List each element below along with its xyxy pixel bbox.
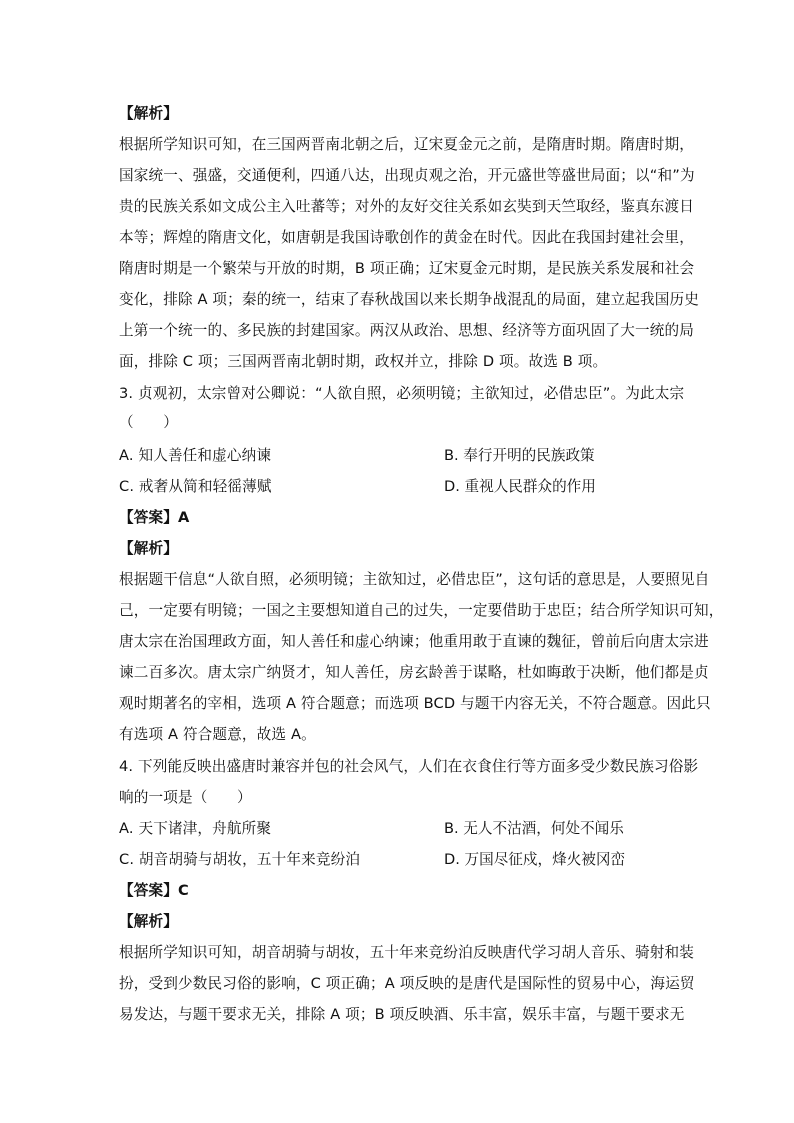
question-3-stem: 3. 贞观初，太宗曾对公卿说：“人欲自照，必须明镜；主欲知过，必借忠臣”。为此太宗 [119,385,685,402]
question-3-analysis-line: 根据题干信息“人欲自照，必须明镜；主欲知过，必借忠臣”，这句话的意思是，人要照见自 [119,571,710,588]
question-4-analysis-heading: 【解析】 [119,913,178,930]
analysis-heading: 【解析】 [119,105,178,122]
question-4-analysis-line: 根据所学知识可知，胡音胡骑与胡妆，五十年来竞纷泊反映唐代学习胡人音乐、骑射和装 [119,944,695,961]
question-3-option-c: C. 戒奢从简和轻徭薄赋 [119,478,272,495]
question-4-option-a: A. 天下诸津，舟航所聚 [119,820,272,837]
question-3-option-a: A. 知人善任和虚心纳谏 [119,447,272,464]
question-3-analysis-heading: 【解析】 [119,540,178,557]
question-4-stem-cont: 响的一项是（ ） [119,789,252,806]
question-4-option-c: C. 胡音胡骑与胡妆，五十年来竞纷泊 [119,851,361,868]
question-4-option-d: D. 万国尽征戍，烽火被冈峦 [444,851,626,868]
question-3-option-d: D. 重视人民群众的作用 [444,478,596,495]
analysis-line: 国家统一、强盛，交通便利，四通八达，出现贞观之治，开元盛世等盛世局面；以“和”为 [119,167,695,184]
question-3-blank: （ ） [119,414,178,431]
question-3-answer: 【答案】A [119,509,190,526]
question-3-analysis-line: 观时期著名的宰相，选项 A 符合题意；而选项 BCD 与题干内容无关，不符合题意。因此只 [119,695,711,712]
question-3-analysis-line: 谏二百多次。唐太宗广纳贤才，知人善任，房玄龄善于谋略，杜如晦敢于决断，他们都是贞 [119,664,709,681]
analysis-line: 根据所学知识可知，在三国两晋南北朝之后，辽宋夏金元之前，是隋唐时期。隋唐时期， [119,136,695,153]
analysis-line: 变化，排除 A 项；秦的统一，结束了春秋战国以来长期争战混乱的局面，建立起我国历史 [119,291,699,308]
question-4-analysis-line: 易发达，与题干要求无关，排除 A 项；B 项反映酒、乐丰富，娱乐丰富，与题干要求无 [119,1006,685,1023]
analysis-line: 隋唐时期是一个繁荣与开放的时期，B 项正确；辽宋夏金元时期，是民族关系发展和社会 [119,260,695,277]
question-4-option-b: B. 无人不沽酒，何处不闻乐 [444,820,624,837]
analysis-line: 面，排除 C 项；三国两晋南北朝时期，政权并立，排除 D 项。故选 B 项。 [119,353,608,370]
question-4-stem: 4. 下列能反映出盛唐时兼容并包的社会风气，人们在衣食住行等方面多受少数民族习俗影 [119,758,699,775]
question-3-option-b: B. 奉行开明的民族政策 [444,447,595,464]
analysis-line: 上第一个统一的、多民族的封建国家。两汉从政治、思想、经济等方面巩固了大一统的局 [119,322,695,339]
question-4-answer: 【答案】C [119,882,189,899]
question-3-analysis-line: 有选项 A 符合题意，故选 A。 [119,726,316,743]
question-3-analysis-line: 唐太宗在治国理政方面，知人善任和虚心纳谏；他重用敢于直谏的魏征，曾前后向唐太宗进 [119,633,709,650]
analysis-line: 本等；辉煌的隋唐文化，如唐朝是我国诗歌创作的黄金在时代。因此在我国封建社会里， [119,229,695,246]
analysis-line: 贵的民族关系如文成公主入吐蕃等；对外的友好交往关系如玄奘到天竺取经，鉴真东渡日 [119,198,695,215]
question-3-analysis-line: 己，一定要有明镜；一国之主要想知道自己的过失，一定要借助于忠臣；结合所学知识可知， [119,602,724,619]
question-4-analysis-line: 扮，受到少数民习俗的影响，C 项正确；A 项反映的是唐代是国际性的贸易中心，海运贸 [119,975,695,992]
